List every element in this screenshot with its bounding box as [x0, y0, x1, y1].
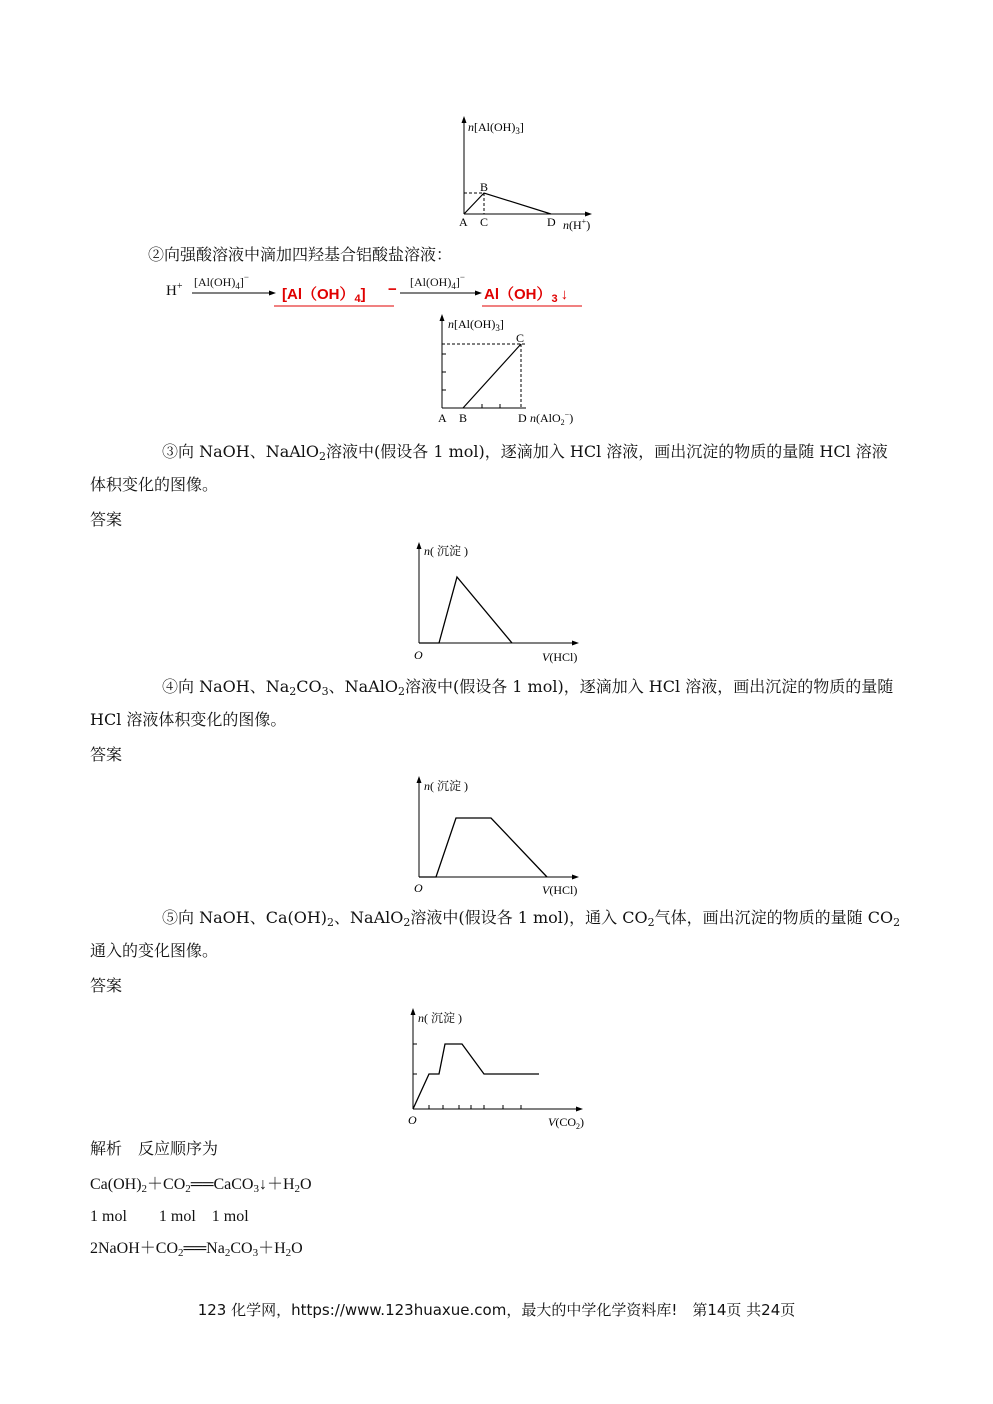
figure1-y-arrow [462, 116, 467, 123]
figure1-curve [464, 193, 551, 214]
figure2-point-d: D [518, 411, 527, 425]
figure2-graph [430, 310, 590, 432]
chart3-ylabel: n( 沉淀 ) [424, 544, 468, 558]
analysis-equation-1: $Ca(OH)_2+CO_2══CaCO_3↓+H_2O$ [90, 1176, 312, 1195]
figure1-xlabel: n(H+) [563, 217, 591, 232]
chart5-origin: O [408, 1113, 417, 1127]
item2-text: ②向强酸溶液中滴加四羟基合铝酸盐溶液： [148, 245, 453, 264]
figure2-point-b: B [459, 411, 468, 425]
chart3-y-arrow [417, 542, 422, 549]
chart3 [406, 537, 596, 665]
scheme-arrow2-label: $[Al(OH)_4]^-$ [410, 272, 465, 291]
item5-line1: ⑤向 NaOH、$Ca(OH)_2$、NaAlO$_2$溶液中(假设各 1 mol)，通入 $CO_2$气体，画出沉淀的物质的量随 $CO_2$ [162, 908, 901, 929]
item4-answer: 答案 [90, 745, 123, 764]
chart4 [406, 772, 596, 898]
chart5-xlabel: $V(CO_2)$ [548, 1115, 585, 1130]
chart5-curve [413, 1044, 539, 1109]
item4-line2: HCl 溶液体积变化的图像。 [90, 710, 287, 729]
page-footer: 123 化学网，https://www.123huaxue.com，最大的中学化学资料库! 第14页 共24页 [197, 1301, 796, 1319]
chart3-xlabel: V(HCl) [542, 650, 578, 664]
figure1-point-d: D [547, 215, 556, 229]
figure1-point-c: C [480, 215, 489, 229]
chart4-origin: O [414, 881, 423, 895]
figure1-point-a: A [459, 215, 468, 229]
figure1-point-b: B [480, 180, 489, 194]
figure1-x-arrow [585, 212, 592, 217]
scheme-arrow2 [400, 289, 482, 297]
figure2-x-ticks [482, 404, 500, 408]
item5-answer: 答案 [90, 976, 123, 995]
figure2-point-c: C [516, 331, 525, 345]
figure2-y-ticks [442, 354, 446, 390]
chart5-x-ticks [429, 1105, 521, 1109]
scheme-product2-underline [482, 305, 582, 307]
chart5-x-arrow [576, 1107, 583, 1112]
figure2-ylabel: $n[Al(OH)_3]$ [448, 317, 504, 333]
chart3-curve [419, 577, 512, 643]
scheme-reactant: H+ [166, 281, 183, 299]
chart5-y-ticks [413, 1044, 417, 1074]
scheme-product1-charge: − [388, 281, 397, 298]
scheme-arrow1 [192, 289, 276, 297]
chart4-x-arrow [572, 875, 579, 880]
scheme-arrow1-label: $[Al(OH)_4]^-$ [194, 272, 249, 291]
analysis-equation-2: $2NaOH+CO_2══Na_2CO_3+H_2O$ [90, 1240, 303, 1259]
chart4-y-arrow [417, 776, 422, 783]
chart4-ylabel: n( 沉淀 ) [424, 779, 468, 793]
item3-answer: 答案 [90, 510, 123, 529]
figure1-graph [440, 112, 610, 237]
analysis-heading: 解析 反应顺序为 [90, 1139, 219, 1158]
chart4-curve [419, 818, 547, 877]
figure2-curve [463, 344, 521, 408]
reaction-scheme [166, 272, 606, 307]
figure1-ylabel: $n[Al(OH)_3]$ [468, 120, 524, 136]
figure2-xlabel: n(AlO$_2$−) [530, 410, 574, 427]
scheme-product1: $[Al(OH)_4]$ [282, 286, 366, 305]
item5-line2: 通入的变化图像。 [90, 941, 219, 960]
chart3-x-arrow [572, 641, 579, 646]
scheme-product1-underline [274, 305, 394, 307]
item3-line2: 体积变化的图像。 [90, 475, 219, 494]
analysis-moles: 1 mol 1 mol 1 mol [90, 1208, 249, 1225]
scheme-product2: $Al(OH)_3$ ↓ [484, 286, 569, 305]
chart4-xlabel: V(HCl) [542, 883, 578, 897]
figure2-point-a: A [438, 411, 447, 425]
chart5-y-arrow [411, 1008, 416, 1015]
figure2-y-arrow [440, 314, 445, 321]
item3-line1: ③向 NaOH、NaAlO$_2$溶液中(假设各 1 mol)，逐滴加入 HCl 溶液，画出沉淀的物质的量随 HCl 溶液 [162, 442, 888, 463]
item4-line1: ④向 NaOH、$Na_2CO_3$、NaAlO$_2$溶液中(假设各 1 mol)，逐滴加入 HCl 溶液，画出沉淀的物质的量随 [162, 677, 894, 698]
chart3-origin: O [414, 648, 423, 662]
chart5-ylabel: n( 沉淀 ) [418, 1011, 462, 1025]
chart5 [402, 1004, 602, 1130]
